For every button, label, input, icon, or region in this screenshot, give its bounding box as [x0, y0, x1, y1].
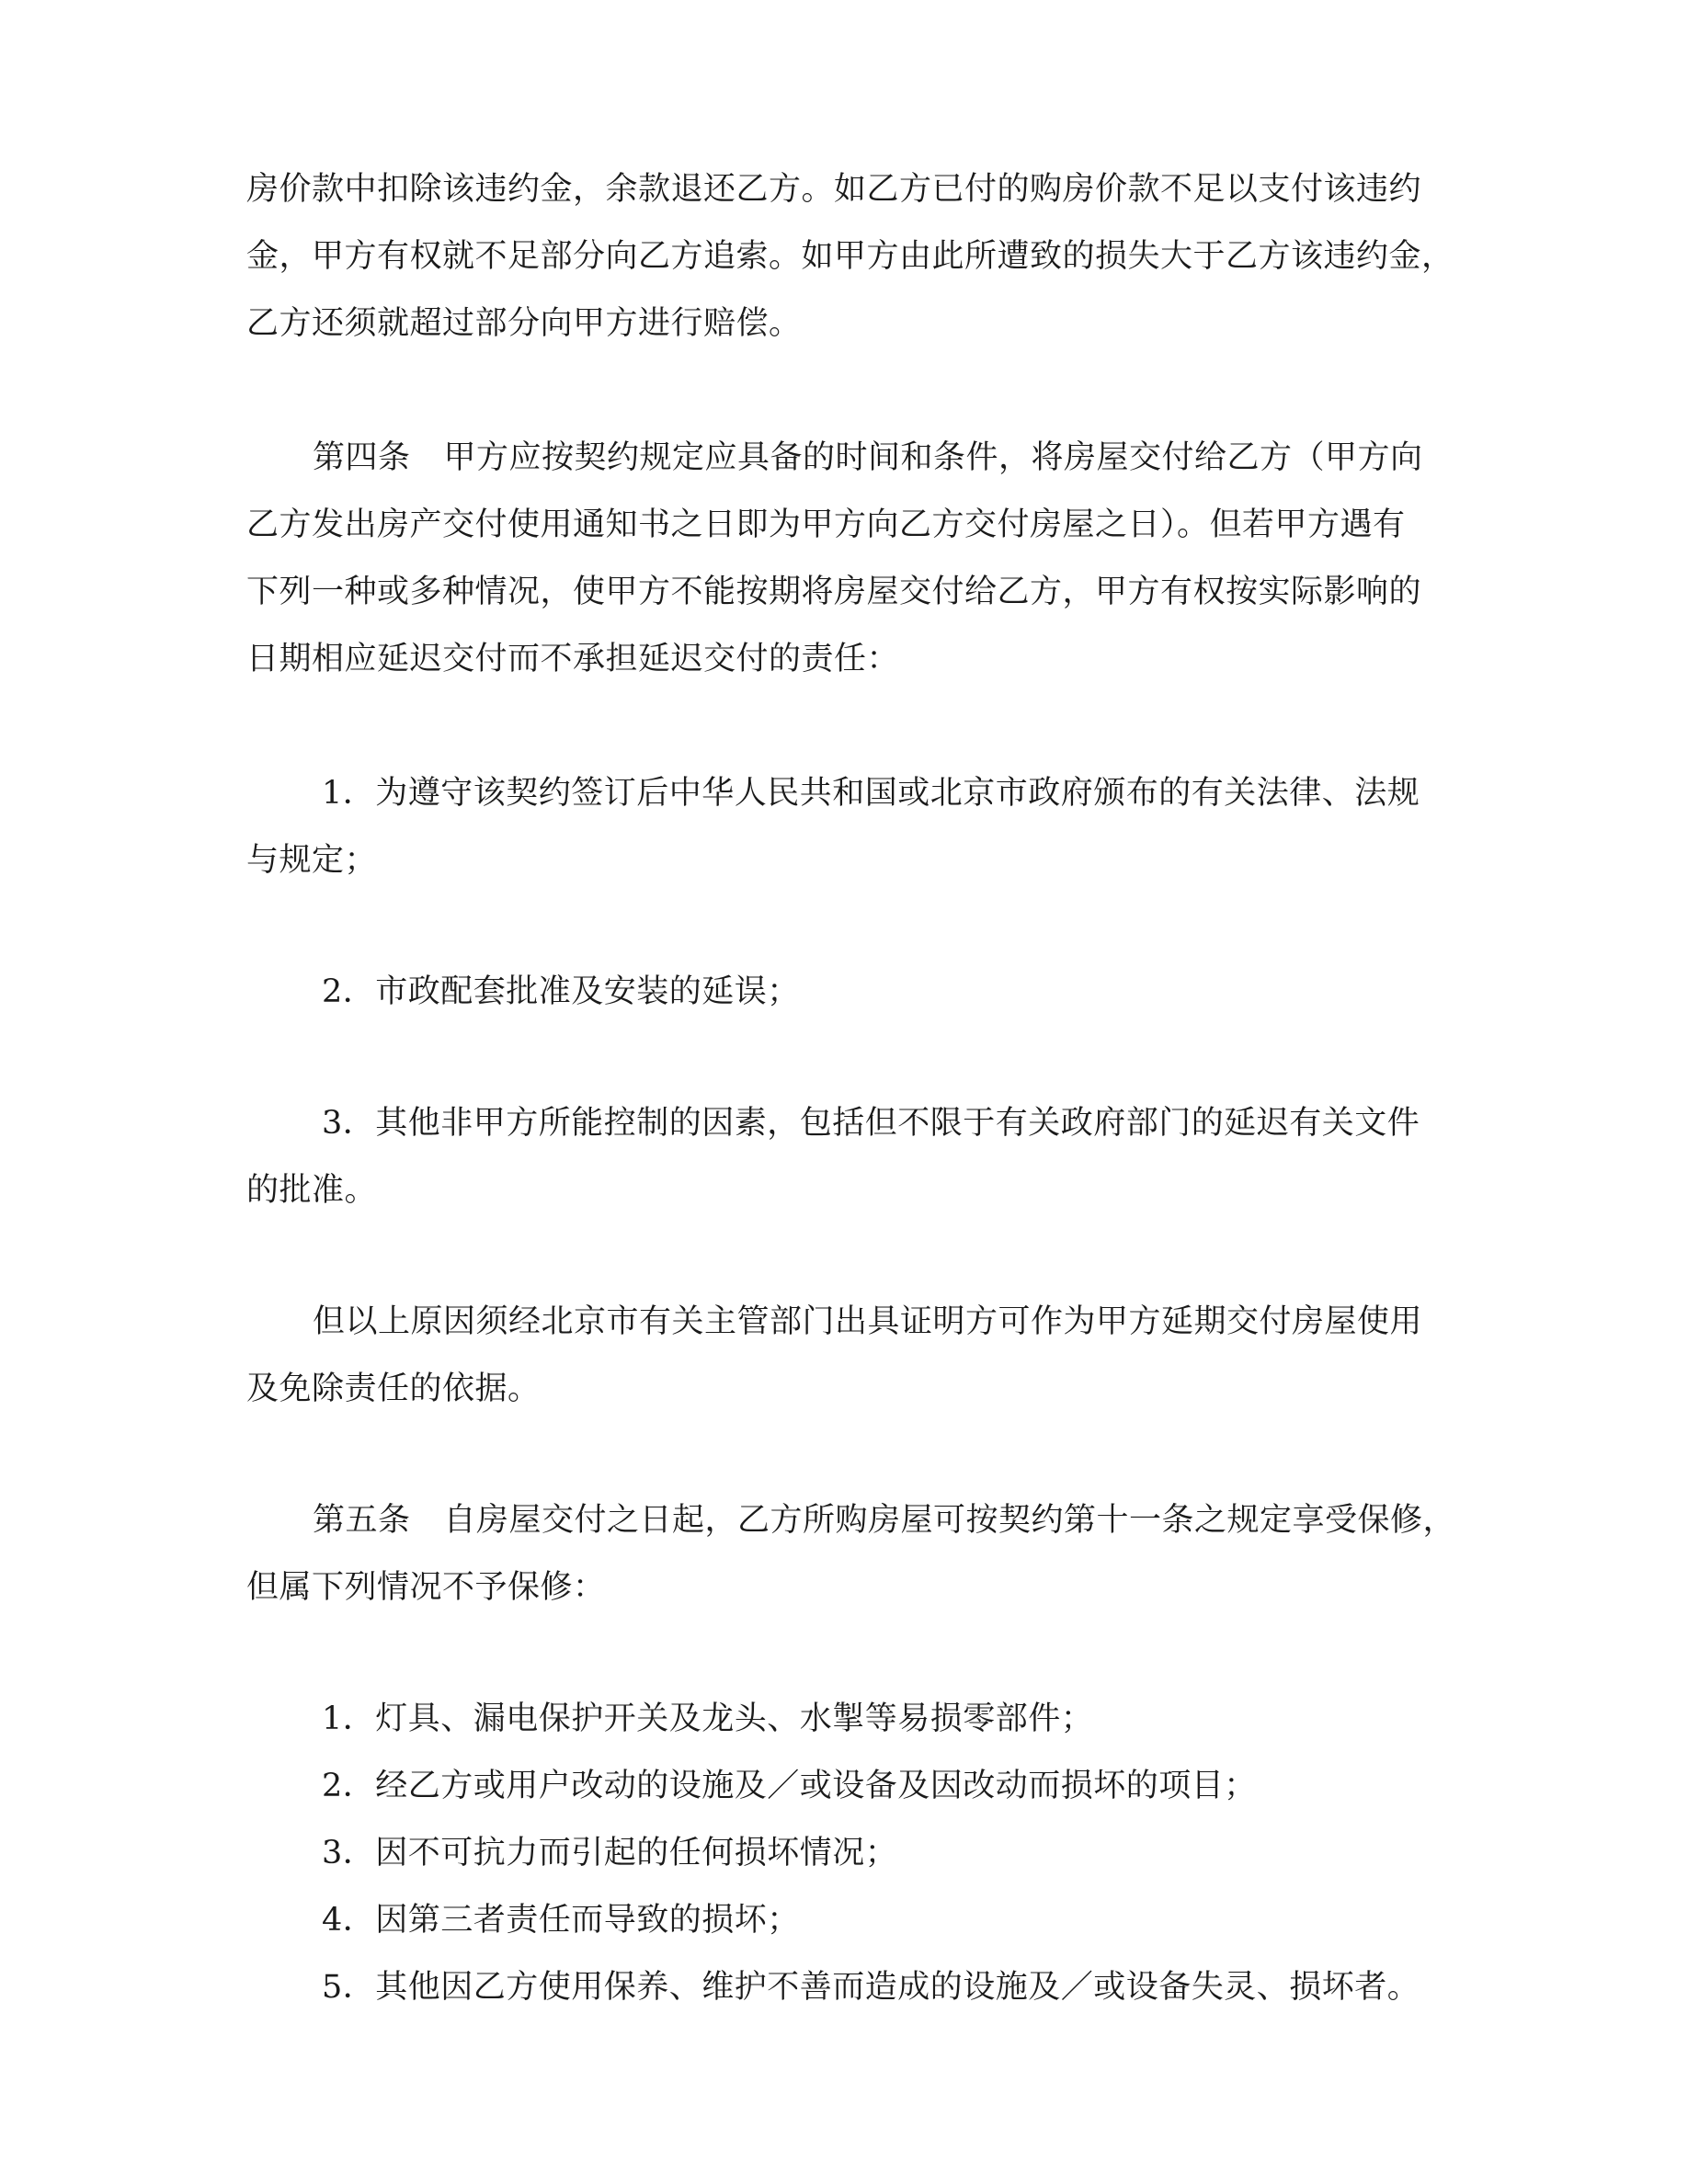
list-item: 2．市政配套批准及安装的延误； — [322, 973, 800, 1010]
text-line: 及免除责任的依据。 — [246, 1371, 541, 1407]
text-line: 金，甲方有权就不足部分向乙方追索。如甲方由此所遭致的损失大于乙方该违约金， — [246, 238, 1454, 275]
list-item: 3．其他非甲方所能控制的因素，包括但不限于有关政府部门的延迟有关文件 — [322, 1105, 1420, 1142]
text-line: 但以上原因须经北京市有关主管部门出具证明方可作为甲方延期交付房屋使用 — [313, 1303, 1423, 1340]
text-line: 日期相应延迟交付而不承担延迟交付的责任： — [246, 641, 900, 677]
text-line: 房价款中扣除该违约金，余款退还乙方。如乙方已付的购房价款不足以支付该违约 — [246, 171, 1422, 208]
paragraph-carry-over — [246, 156, 1454, 358]
text-line: 乙方还须就超过部分向甲方进行赔偿。 — [246, 305, 802, 342]
list-item: 2．经乙方或用户改动的设施及／或设备及因改动而损坏的项目； — [322, 1768, 1257, 1804]
article-4 — [246, 425, 1442, 1423]
text-line: 下列一种或多种情况，使甲方不能按期将房屋交付给乙方，甲方有权按实际影响的 — [246, 574, 1422, 610]
list-item: 4．因第三者责任而导致的损坏； — [322, 1902, 800, 1939]
list-item: 3．因不可抗力而引起的任何损坏情况； — [322, 1835, 898, 1871]
list-item-continuation: 的批准。 — [246, 1172, 378, 1209]
list-item: 5．其他因乙方使用保养、维护不善而造成的设施及／或设备失灵、损坏者。 — [322, 1969, 1420, 2006]
text-line: 甲方应按契约规定应具备的时间和条件，将房屋交付给乙方（甲方向 — [443, 439, 1423, 476]
text-line: 乙方发出房产交付使用通知书之日即为甲方向乙方交付房屋之日）。但若甲方遇有 — [246, 506, 1406, 543]
text-line: 自房屋交付之日起，乙方所购房屋可按契约第十一条之规定享受保修， — [443, 1502, 1456, 1539]
article-4-first-line — [246, 425, 1442, 492]
article-4-item-2 — [246, 959, 1442, 1026]
article-5-first-line — [246, 1487, 1456, 1554]
text-line: 但属下列情况不予保修： — [246, 1569, 606, 1606]
list-item: 1．为遵守该契约签订后中华人民共和国或北京市政府颁布的有关法律、法规 — [322, 775, 1420, 812]
article-4-item-3 — [246, 1090, 1442, 1224]
article-4-note — [246, 1289, 1442, 1423]
article-4-heading: 第四条 — [313, 439, 411, 476]
article-5 — [246, 1487, 1456, 2021]
list-item-continuation: 与规定； — [246, 842, 378, 879]
article-4-item-1 — [246, 760, 1442, 894]
document-page — [246, 156, 1456, 2021]
list-item: 1．灯具、漏电保护开关及龙头、水掣等易损零部件； — [322, 1701, 1094, 1737]
article-5-heading: 第五条 — [313, 1502, 411, 1539]
